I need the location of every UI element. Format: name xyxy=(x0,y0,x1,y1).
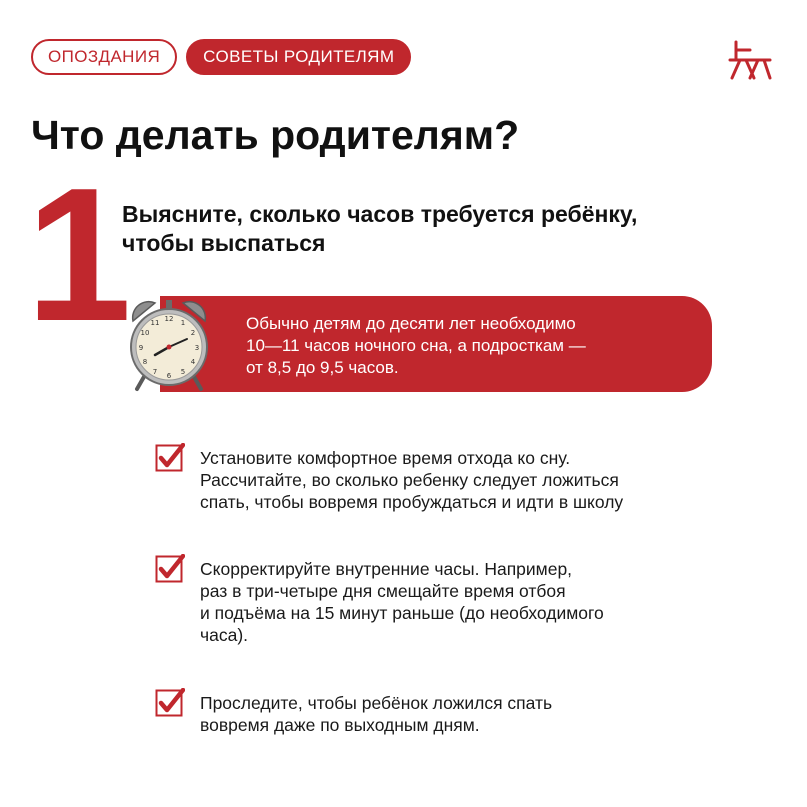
desk-chair-logo-icon xyxy=(726,38,774,80)
list-item-text xyxy=(200,447,790,513)
banner-line-1: Обычно детям до десяти лет необходимо xyxy=(246,314,576,333)
list-item-line: часа). xyxy=(200,625,249,645)
step-heading-line-1: Выясните, сколько часов требуется ребёнку, xyxy=(122,201,638,227)
svg-text:2: 2 xyxy=(190,329,196,337)
checkbox-check-icon[interactable] xyxy=(155,443,185,473)
list-item-line: Проследите, чтобы ребёнок ложился спать xyxy=(200,693,553,713)
checkbox-check-icon[interactable] xyxy=(155,688,185,718)
list-item-line: вовремя даже по выходным дням. xyxy=(200,715,480,735)
page-title: Что делать родителям? xyxy=(31,112,520,158)
tag-parent-tips[interactable]: СОВЕТЫ РОДИТЕЛЯМ xyxy=(186,39,411,75)
tag-bar xyxy=(31,39,411,75)
step-heading xyxy=(122,200,762,258)
svg-text:1: 1 xyxy=(180,319,186,327)
list-item-text xyxy=(200,558,790,646)
info-banner xyxy=(160,296,712,392)
svg-text:11: 11 xyxy=(150,319,160,327)
list-item-line: спать, чтобы вовремя пробуждаться и идти в школу xyxy=(200,492,624,512)
list-item-text xyxy=(200,692,790,736)
svg-text:8: 8 xyxy=(142,358,148,366)
alarm-clock-icon xyxy=(127,297,211,393)
svg-text:12: 12 xyxy=(164,315,174,323)
list-item-line: Скорректируйте внутренние часы. Например, xyxy=(200,559,573,579)
list-item-line: Установите комфортное время отхода ко сну. xyxy=(200,448,571,468)
svg-text:5: 5 xyxy=(180,368,186,376)
banner-text xyxy=(246,313,706,379)
list-item-line: и подъёма на 15 минут раньше (до необходимого xyxy=(200,603,604,623)
svg-text:10: 10 xyxy=(140,329,150,337)
svg-text:9: 9 xyxy=(138,344,144,352)
svg-text:3: 3 xyxy=(194,344,200,352)
list-item-line: Рассчитайте, во сколько ребенку следует ложиться xyxy=(200,470,619,490)
tag-lateness[interactable]: ОПОЗДАНИЯ xyxy=(31,39,177,75)
checkbox-check-icon[interactable] xyxy=(155,554,185,584)
svg-text:4: 4 xyxy=(190,358,196,366)
banner-line-2: 10—11 часов ночного сна, а подросткам — xyxy=(246,336,586,355)
step-heading-line-2: чтобы выспаться xyxy=(122,230,326,256)
step-number: 1 xyxy=(26,149,132,361)
svg-text:7: 7 xyxy=(152,368,158,376)
svg-text:6: 6 xyxy=(166,372,172,380)
list-item-line: раз в три-четыре дня смещайте время отбоя xyxy=(200,581,566,601)
banner-line-3: от 8,5 до 9,5 часов. xyxy=(246,358,399,377)
